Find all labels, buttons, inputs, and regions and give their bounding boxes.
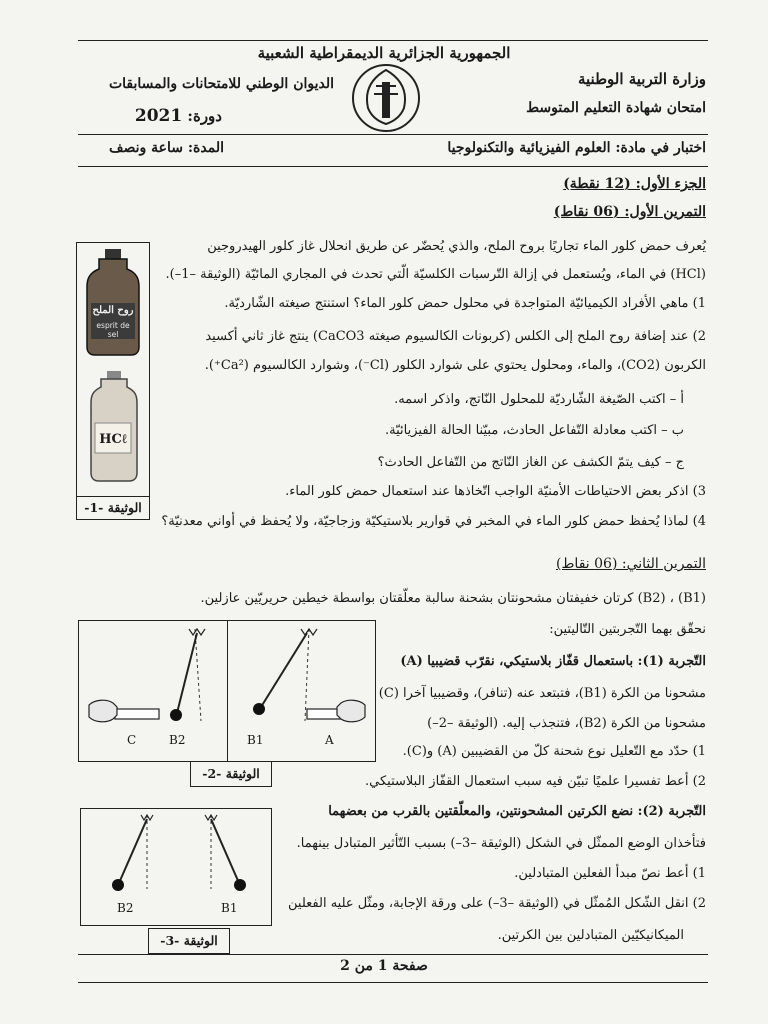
bottles-image	[77, 243, 149, 493]
doc3-figure	[80, 808, 272, 926]
ex1-subquestion: ج – كيف يتمّ الكشف عن الغاز النّاتج من التّفاعل الحادث؟	[377, 455, 684, 470]
ex1-question: 3) اذكر بعض الاحتياطات الأمنيّة الواجب اتّخاذها عند استعمال حمض كلور الماء.	[285, 484, 706, 499]
ex2-intro: (B1) ، (B2) كرتان خفيفتان مشحونتان بشحنة سالبة معلّقتان بواسطة خيطين حريريّين عازلين.	[200, 591, 706, 606]
label-B1: B1	[247, 733, 264, 747]
label-B2: B2	[169, 733, 186, 747]
ex1-subquestion: أ – اكتب الصّيغة الشّارديّة للمحلول النّاتج، واذكر اسمه.	[394, 392, 684, 407]
ex2-question: 2) انقل الشّكل المُمثّل في (الوثيقة –3–) على ورقة الإجابة، ومثّل عليه الفعلين	[288, 896, 706, 911]
header-mid-rule	[78, 134, 708, 135]
session-year: 2021	[134, 106, 183, 126]
ex2-question: 1) أعط نصّ مبدأ الفعلين المتبادلين.	[514, 866, 706, 881]
page-number: صفحة 1 من 2	[340, 958, 428, 974]
ex2-line: مشحونا من الكرة (B1)، فتبتعد عنه (تنافر)، وقضيبيا آخرا (C)	[378, 686, 706, 701]
doc1-caption: الوثيقة -1-	[76, 496, 150, 520]
session-label: دورة:	[187, 107, 222, 125]
label-B2: B2	[117, 901, 134, 915]
doc1-figure	[76, 242, 150, 520]
ex1-question: 2) عند إضافة روح الملح إلى الكلس (كربونات الكالسيوم صيغته CaCO3) ينتج غاز ثاني أكسيد	[205, 329, 706, 344]
part1-title: الجزء الأول: (12 نقطة)	[563, 176, 706, 192]
bottle1-label-ar: روح الملح	[92, 305, 134, 316]
footer-rule	[78, 954, 708, 955]
doc3-caption: الوثيقة -3-	[148, 928, 230, 954]
ex1-line: يُعرف حمض كلور الماء تجاريًا بروح الملح، والذي يُحضّر عن طريق انحلال غاز كلور الهيدروجين	[207, 239, 706, 254]
label-B1: B1	[221, 901, 238, 915]
ex1-question: 4) لماذا يُحفظ حمض كلور الماء في المخبر في قوارير بلاستيكيّة وزجاجيّة، ولا يُحفظ في أواني معدنيّة؟	[161, 514, 706, 529]
ex2-line: الميكانيكيّين المتبادلين بين الكرتين.	[497, 928, 684, 943]
republic-title: الجمهورية الجزائرية الديمقراطية الشعبية	[257, 44, 511, 62]
bottle1-label-fr: esprit de sel	[96, 321, 130, 339]
label-A: A	[325, 733, 334, 747]
exam-name: امتحان شهادة التعليم المتوسط	[526, 100, 706, 116]
ex2-line: فتأخذان الوضع الممثّل في الشكل (الوثيقة –3–) بسبب التّأثير المتبادل بينهما.	[296, 836, 706, 851]
subject: اختبار في مادة: العلوم الفيزيائية والتكنولوجيا	[447, 140, 706, 156]
ex2-question: 1) حدّد مع التّعليل نوع شحنة كلّ من القضيبين (A) و(C).	[402, 744, 706, 759]
duration: المدة: ساعة ونصف	[109, 140, 224, 156]
ex2-exp2: التّجربة (2): نضع الكرتين المشحونتين، والمعلّقتين بالقرب من بعضهما	[328, 804, 706, 819]
ex2-title: التمرين الثاني: (06 نقاط)	[556, 556, 706, 572]
header-bottom-rule	[78, 166, 708, 167]
doc3-drawing	[81, 809, 271, 925]
doc2-caption: الوثيقة -2-	[190, 761, 272, 787]
session	[84, 106, 222, 126]
office-name: الديوان الوطني للامتحانات والمسابقات	[108, 76, 334, 92]
header-top-rule	[78, 40, 708, 41]
ex1-title: التمرين الأول: (06 نقاط)	[553, 204, 706, 220]
bottle2-label: HCℓ	[99, 432, 127, 447]
ex1-subquestion: ب – اكتب معادلة التّفاعل الحادث، مبيّنا الحالة الفيزيائيّة.	[385, 423, 684, 438]
ex2-line: نحقّق بهما التّجربتين التّاليتين:	[549, 622, 706, 637]
ministry-name: وزارة التربية الوطنية	[577, 70, 706, 88]
ex1-question: 1) ماهي الأفراد الكيميائيّة المتواجدة في محلول حمض كلور الماء؟ استنتج صيغته الشّارديّة.	[224, 296, 706, 311]
emblem-logo	[350, 62, 422, 134]
footer-bottom-rule	[78, 982, 708, 983]
ex2-exp1: التّجربة (1): باستعمال قفّاز بلاستيكي، نقرّب قضيبيا (A)	[400, 654, 706, 669]
ex2-question: 2) أعط تفسيرا علميًا تبيّن فيه سبب استعمال القفّاز البلاستيكي.	[365, 774, 706, 789]
ex2-line: مشحونا من الكرة (B2)، فتنجذب إليه. (الوثيقة –2–)	[427, 716, 706, 731]
doc2-figure	[78, 620, 376, 762]
label-C: C	[127, 733, 137, 747]
ex1-line: الكربون (CO2)، والماء، ومحلول يحتوي على شوارد الكلور (Cl⁻)، وشوارد الكالسيوم (Ca²⁺).	[204, 358, 706, 373]
ex1-line: (HCl) في الماء، ويُستعمل في إزالة التّرسبات الكلسيّة الّتي تحدث في المجاري المائيّة (الوثيقة –1–).	[165, 267, 706, 282]
